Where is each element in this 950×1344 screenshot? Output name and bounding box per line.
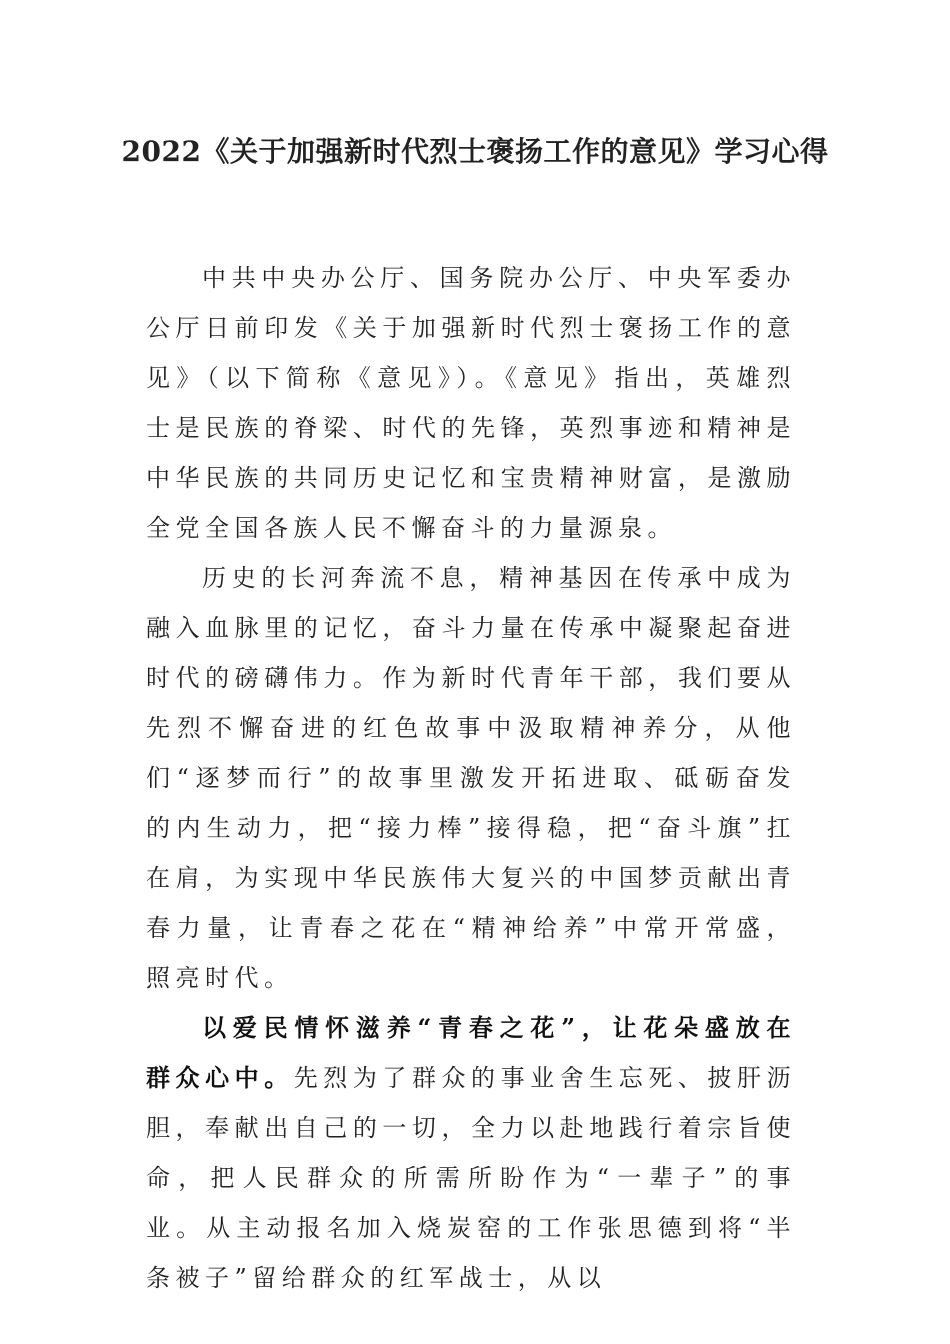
paragraph-3-lead-heading: 以爱民情怀滋养“青春之花”，让花朵盛放在群众心中。 [146, 1013, 796, 1092]
paragraph-1-text: 中共中央办公厅、国务院办公厅、中央军委办公厅日前印发《关于加强新时代烈士褒扬工作的意见》（以下简称《意见》）。《意见》指出，英雄烈士是民族的脊梁、时代的先锋，英烈事迹和精神是中华民族的共同历史记忆和宝贵精神财富，是激励全党全国各族人民不懈奋斗的力量源泉。 [146, 264, 796, 542]
document-title: 2022《关于加强新时代烈士褒扬工作的意见》学习心得 [121, 135, 829, 168]
document-body [146, 253, 796, 1303]
paragraph-3-text: 先烈为了群众的事业舍生忘死、披肝沥胆，奉献出自己的一切，全力以赴地践行着宗旨使命，把人民群众的所需所盼作为“一辈子”的事业。从主动报名加入烧炭窑的工作张思德到将“半条被子”留给群众的红军战士，从以 [146, 1064, 797, 1292]
paragraph-2 [146, 553, 796, 1003]
paragraph-3 [146, 1003, 796, 1303]
paragraph-2-text: 历史的长河奔流不息，精神基因在传承中成为融入血脉里的记忆，奋斗力量在传承中凝聚起奋进时代的磅礴伟力。作为新时代青年干部，我们要从先烈不懈奋进的红色故事中汲取精神养分，从他们“逐梦而行”的故事里激发开拓进取、砥砺奋发的内生动力，把“接力棒”接得稳，把“奋斗旗”扛在肩，为实现中华民族伟大复兴的中国梦贡献出青春力量，让青春之花在“精神给养”中常开常盛，照亮时代。 [146, 564, 796, 992]
paragraph-1 [146, 253, 796, 553]
